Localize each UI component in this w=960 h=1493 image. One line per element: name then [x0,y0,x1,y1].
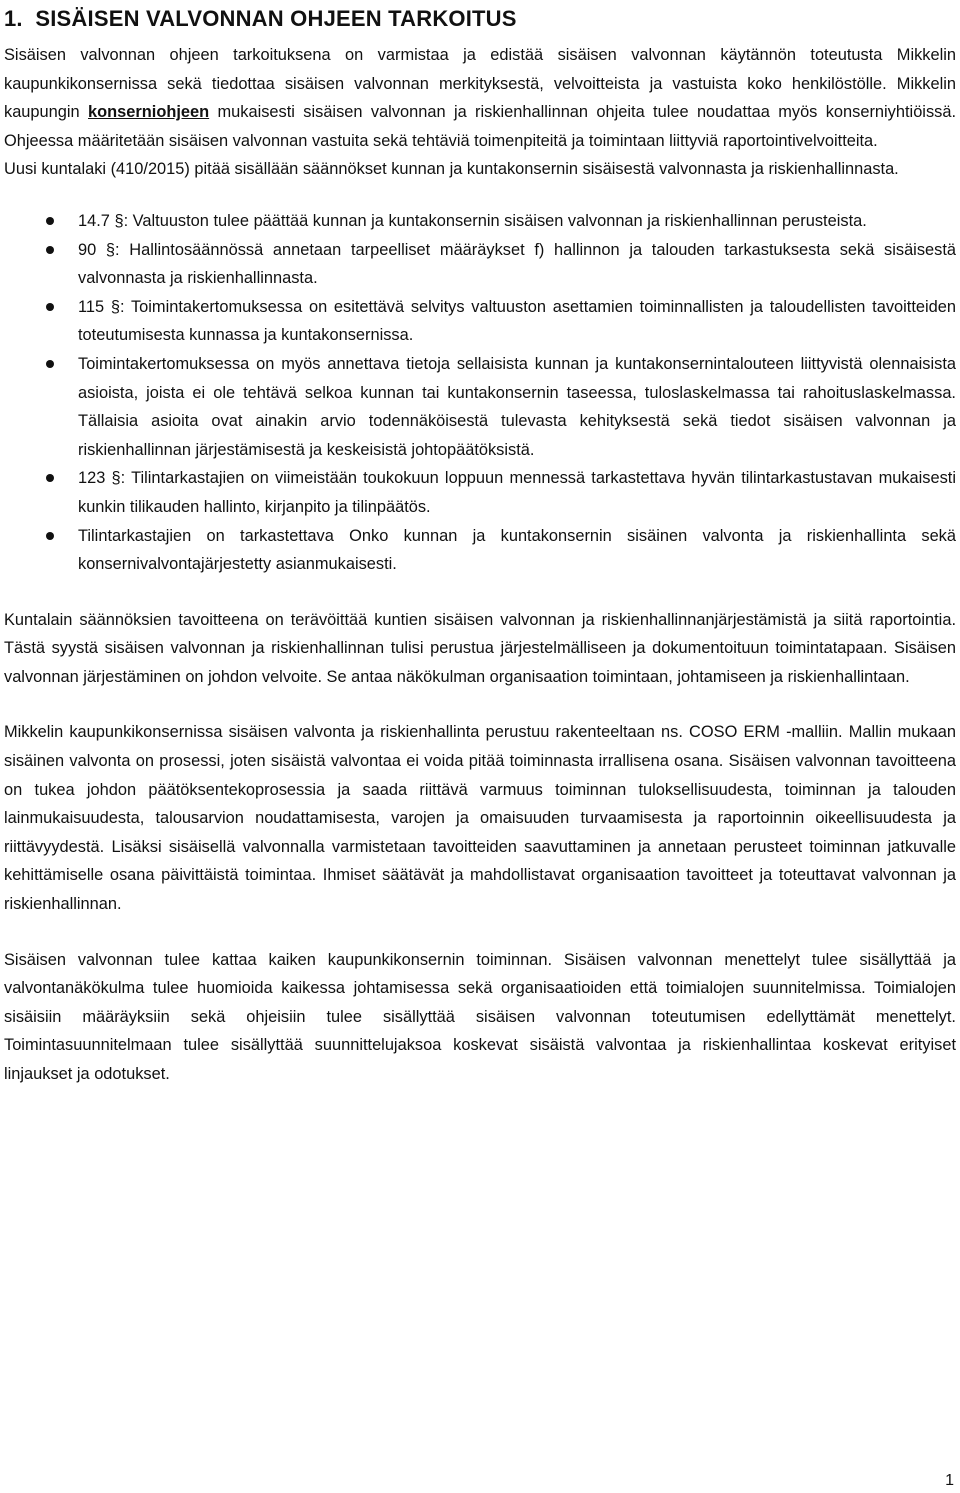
bullet-icon [46,303,54,311]
body-paragraph-coso: Mikkelin kaupunkikonsernissa sisäisen valvonta ja riskienhallinta perustuu rakenteeltaan ns. COSO ERM -malliin. Mallin mukaan sisäinen valvonta on prosessi, joten sisäistä valvontaa ei voida pitää toiminnasta irrallisena osana. Sisäisen valvonnan tavoitteena on tukea johdon päätöksentekoprosessia ja saada riittävä varmuus toiminnan tuloksellisuudesta, toiminnan ja talouden lainmukaisuudesta, talousarvion noudattamisesta, varojen ja omaisuuden turvaamisesta ja raportoinnin oikeellisuudesta ja riittävyydestä. Lisäksi sisäisellä valvonnalla varmistetaan tavoitteiden saavuttaminen ja annetaan perusteet toiminnan jatkuvalle kehittämiselle osana päivittäistä toimintaa. Ihmiset säätävät ja mahdollistavat organisaation tavoitteet ja toteuttavat valvonnan ja riskienhallinnan. [4,723,956,914]
intro-text-part1: Sisäisen valvonnan ohjeen tarkoituksena on varmistaa ja edistää sisäisen valvonnan käytännön toteutusta Mikkelin kaupunkikonsernissa sekä tiedottaa sisäisen valvonnan merkityksestä, velvoitteista ja vastuista koko henkilöstölle. Mikkelin kaupungin [4,46,956,122]
bullet-list [4,207,956,579]
spacer [4,691,956,718]
list-item-text: 90 §: Hallintosäännössä annetaan tarpeelliset määräykset f) hallinnon ja talouden tarkastuksesta sekä sisäisestä valvonnasta ja riskienhallinnasta. [78,240,956,288]
list-item-text: 14.7 §: Valtuuston tulee päättää kunnan ja kuntakonsernin sisäisen valvonnan ja riskienhallinnan perusteista. [78,211,867,230]
spacer [4,184,956,207]
document-page [4,0,956,1089]
bullet-icon [46,217,54,225]
intro-paragraph [4,41,956,155]
list-item-text: Toimintakertomuksessa on myös annettava tietoja sellaisista kunnan ja kuntakonsernintalouteen liittyvistä olennaisista asioista, joista ei ole tehtävä selkoa kunnan tai kuntakonsernin taseessa, tuloslaskelmassa tai rahoituslaskelmassa. Tällaisia asioita ovat ainakin arvio todennäköisestä tulevasta kehityksestä sekä tiedot sisäisen valvonnan ja riskienhallinnan järjestämisestä ja keskeisistä johtopäätöksistä. [78,354,956,459]
list-item [78,522,956,579]
kuntalaki-paragraph: Uusi kuntalaki (410/2015) pitää sisällään säännökset kunnan ja kuntakonsernin sisäisestä valvonnasta ja riskienhallinnasta. [4,160,899,179]
list-item [78,236,956,293]
spacer [4,919,956,946]
section-heading: 1. SISÄISEN VALVONNAN OHJEEN TARKOITUS [4,6,517,31]
bullet-icon [46,360,54,368]
body-paragraph-scope: Sisäisen valvonnan tulee kattaa kaiken kaupunkikonsernin toiminnan. Sisäisen valvonnan menettelyt tulee sisällyttää ja valvontanäkökulma tulee huomioida kaikessa johtamisessa sekä organisaatioiden että toimialojen suunnitelmissa. Toimialojen sisäisiin määräyksiin sekä ohjeisiin tulee sisällyttää sisäisen valvonnan toteutumisen edellyttämät menettelyt. Toimintasuunnitelmaan tulee sisällyttää suunnittelujaksoa koskevat sisäistä valvontaa ja riskienhallintaa koskevat erityiset linjaukset ja odotukset. [4,950,956,1083]
spacer [4,579,956,606]
konserniohje-link[interactable]: konserniohjeen [88,103,210,122]
list-item [78,207,956,236]
list-item [78,293,956,350]
intro-text-part2: mukaisesti sisäisen valvonnan ja riskienhallinnan ohjeita tulee noudattaa myös konserniyhtiöissä. Ohjeessa määritetään sisäisen valvonnan vastuita sekä tehtäviä toimenpiteitä ja toimintaan liittyviä raportointivelvoitteita. [4,103,957,150]
list-item-text: 115 §: Toimintakertomuksessa on esitettävä selvitys valtuuston asettamien toiminnallisten ja taloudellisten tavoitteiden toteutumisesta kunnassa ja kuntakonsernissa. [78,297,956,345]
page-number: 1 [945,1472,954,1489]
list-item [78,464,956,521]
bullet-icon [46,474,54,482]
bullet-icon [46,246,54,254]
bullet-icon [46,532,54,540]
list-item [78,350,956,464]
body-paragraph-kuntalaki: Kuntalain säännöksien tavoitteena on terävöittää kuntien sisäisen valvonnan ja riskienhallinnanjärjestämistä ja siitä raportointia. Tästä syystä sisäisen valvonnan ja riskienhallinnan tulisi perustua järjestelmälliseen ja dokumentoituun toimintatapaan. Sisäisen valvonnan järjestäminen on johdon velvoite. Se antaa näkökulman organisaation toimintaan, johtamiseen ja riskienhallintaan. [4,610,956,686]
list-item-text: Tilintarkastajien on tarkastettava Onko kunnan ja kuntakonsernin sisäinen valvonta ja riskienhallinta sekä konsernivalvontajärjestetty asianmukaisesti. [78,526,956,574]
list-item-text: 123 §: Tilintarkastajien on viimeistään toukokuun loppuun mennessä tarkastettava hyvän tilintarkastustavan mukaisesti kunkin tilikauden hallinto, kirjanpito ja tilinpäätös. [78,469,956,516]
